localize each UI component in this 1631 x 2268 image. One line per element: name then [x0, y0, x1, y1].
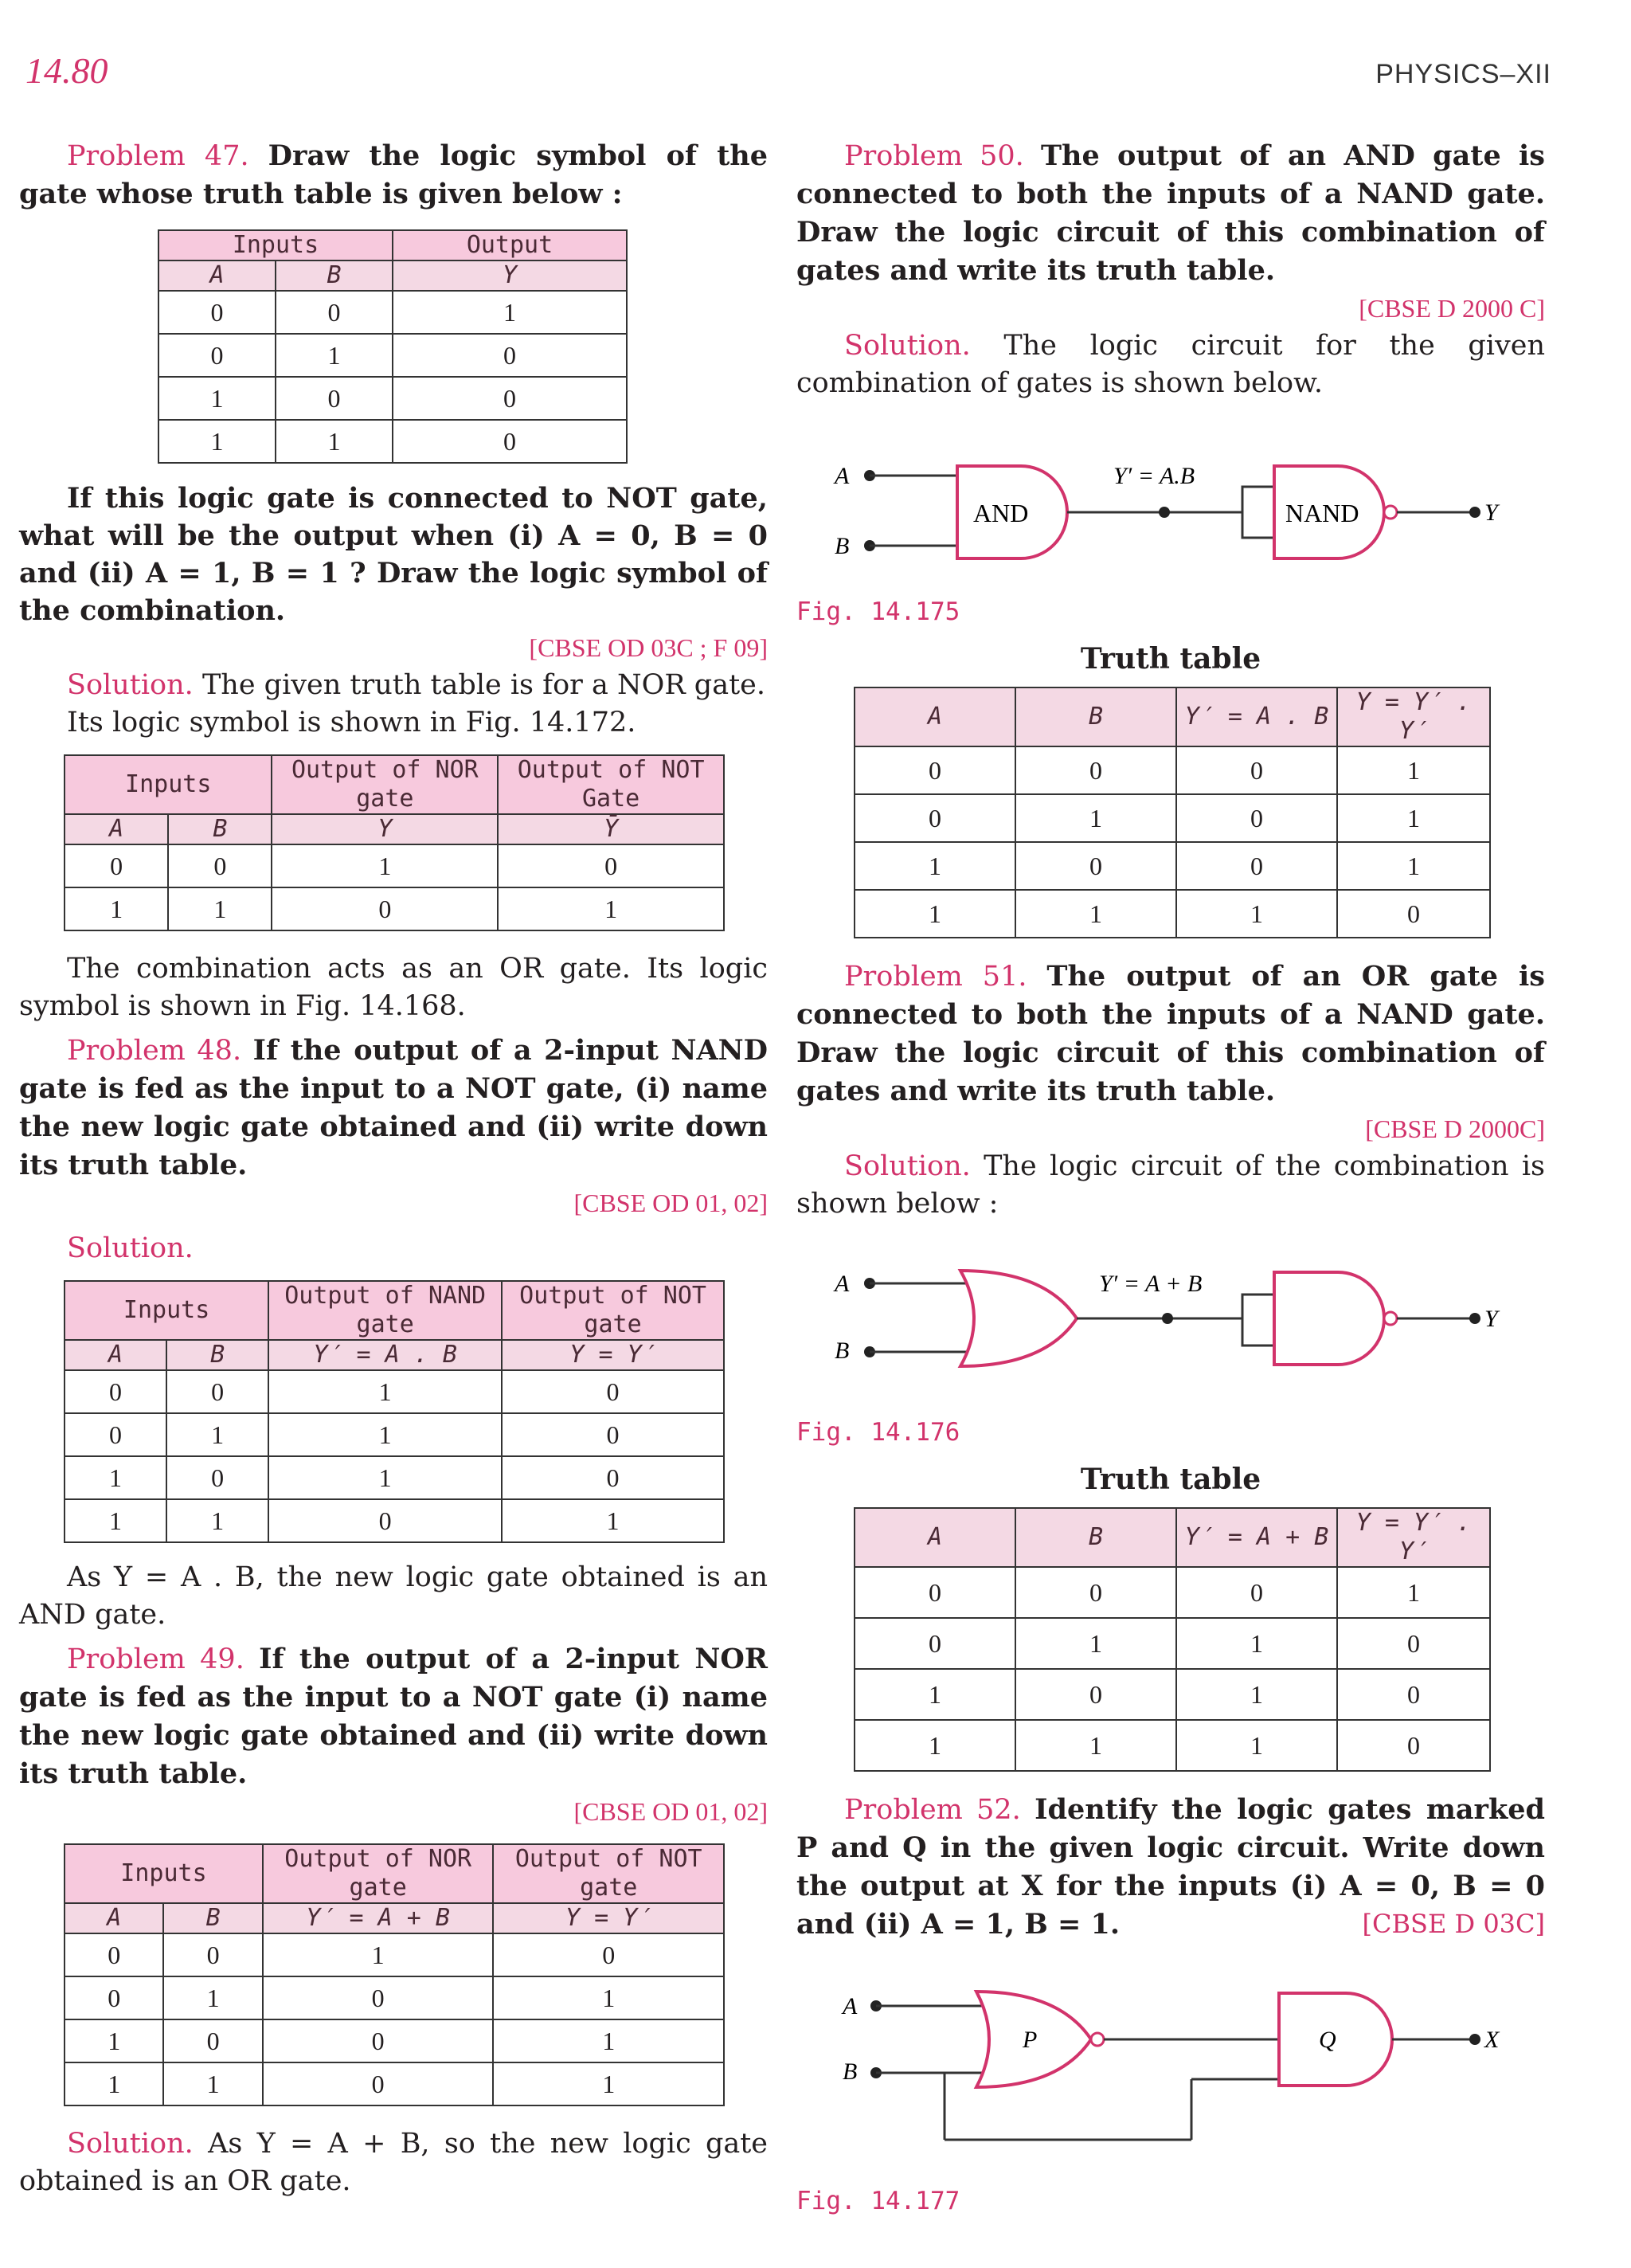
- table-cell: 1: [158, 377, 276, 420]
- table-cell: 1: [855, 1720, 1015, 1771]
- table-cell: 0: [65, 1413, 166, 1456]
- table-cell: 0: [393, 334, 627, 377]
- truth-table-p51: A B Y′ = A + B Y = Y′ . Y′ 0 0 0 1 0 1 1 0 1 0 1 0 1 1 1 0: [854, 1507, 1491, 1772]
- table-cell: 0: [166, 1456, 268, 1499]
- table-cell: 1: [498, 887, 724, 930]
- table-cell: 0: [1337, 1618, 1490, 1669]
- problem-48-conclusion: As Y = A . B, the new logic gate obtained is an AND gate.: [19, 1561, 768, 1631]
- table-cell: 1: [65, 887, 168, 930]
- circuit-p-q: [796, 1968, 1545, 2151]
- nand-gate-shape: [1274, 1272, 1384, 1365]
- circuit-or-nand: [796, 1247, 1545, 1390]
- table-row: [855, 1567, 1490, 1618]
- table-row: [855, 890, 1490, 938]
- table-cell: 0: [276, 377, 393, 420]
- table-cell: 1: [1015, 1618, 1176, 1669]
- problem-47-solution-2: Its logic symbol is shown in Fig. 14.172.: [67, 707, 636, 738]
- table-cell: 1: [502, 1499, 724, 1542]
- table-row: [65, 2019, 724, 2062]
- table-row: [158, 334, 627, 377]
- svg-text:Y′ = A + B: Y′ = A + B: [1099, 1271, 1203, 1297]
- table-cell: 0: [272, 887, 498, 930]
- table-cell: 0: [65, 844, 168, 887]
- problem-47-statement: Problem 47. Draw the logic symbol of the gate whose truth table is given below :: [19, 139, 768, 210]
- table-cell: 1: [1176, 890, 1337, 938]
- table-cell: 1: [65, 2019, 163, 2062]
- table-cell: 0: [263, 1976, 494, 2019]
- table-cell: 1: [163, 1976, 262, 2019]
- svg-text:B: B: [835, 1338, 850, 1364]
- table-cell: 0: [1015, 746, 1176, 794]
- svg-text:A: A: [835, 1271, 850, 1297]
- table-cell: 1: [168, 887, 272, 930]
- problem-47-solution: Solution. The given truth table is for a NOR gate.: [67, 669, 765, 701]
- truth-table-p47: Inputs Output A B Y 0 0 1 0 1 0 1 0 0 1 1 0: [158, 229, 628, 464]
- truth-table-p50: A B Y′ = A . B Y = Y′ . Y′ 0 0 0 1 0 1 0 1 1 0 0 1 1 1 1 0: [854, 687, 1491, 938]
- table-row: [65, 844, 724, 887]
- figure-caption-14-176: Fig. 14.176: [796, 1418, 960, 1447]
- table-cell: 1: [65, 2062, 163, 2105]
- table-row: [65, 1976, 724, 2019]
- problem-label: Problem 47.: [67, 140, 249, 172]
- table-cell: 0: [502, 1413, 724, 1456]
- svg-text:Y: Y: [1484, 1306, 1498, 1332]
- problem-48-statement: Problem 48. If the output of a 2-input NAND gate is fed as the input to a NOT gate, (i) name the new logic gate obtained and (ii) write down its truth table.: [19, 1034, 768, 1181]
- table-row: [65, 1499, 724, 1542]
- table-cell: 1: [1337, 794, 1490, 842]
- table-row: [855, 1618, 1490, 1669]
- table-row: [158, 377, 627, 420]
- problem-50-reference: [CBSE D 2000 C]: [1359, 294, 1545, 323]
- table-cell: 0: [1176, 1567, 1337, 1618]
- table-cell: 1: [1337, 1567, 1490, 1618]
- table-cell: 1: [268, 1413, 502, 1456]
- table-cell: 1: [272, 844, 498, 887]
- table-cell: 0: [158, 291, 276, 334]
- svg-text:B: B: [843, 2058, 858, 2085]
- problem-47-reference: [CBSE OD 03C ; F 09]: [529, 633, 768, 662]
- table-cell: 1: [276, 334, 393, 377]
- figure-caption-14-177: Fig. 14.177: [796, 2187, 960, 2215]
- table-cell: 0: [276, 291, 393, 334]
- table-cell: 0: [1015, 1567, 1176, 1618]
- table-cell: 0: [393, 377, 627, 420]
- svg-text:A: A: [835, 463, 850, 489]
- table-cell: 0: [855, 746, 1015, 794]
- table-cell: 0: [393, 420, 627, 463]
- table-row: [855, 1720, 1490, 1771]
- problem-49-statement: Problem 49. If the output of a 2-input NOR gate is fed as the input to a NOT gate (i) name the new logic gate obtained and (ii) write down its truth table.: [19, 1643, 769, 1790]
- table-cell: 0: [65, 1933, 163, 1976]
- problem-49-conclusion: Solution. As Y = A + B, so the new logic gate obtained is an OR gate.: [19, 2128, 768, 2197]
- svg-text:AND: AND: [973, 499, 1029, 527]
- table-cell: 1: [1015, 1720, 1176, 1771]
- table-row: [65, 2062, 724, 2105]
- table-cell: 1: [166, 1413, 268, 1456]
- table-cell: 0: [1337, 890, 1490, 938]
- table-cell: 1: [276, 420, 393, 463]
- page-number: 14.80: [25, 50, 108, 91]
- table-row: [855, 746, 1490, 794]
- table-row: [65, 1933, 724, 1976]
- or-gate-shape: [960, 1271, 1077, 1366]
- table-cell: 1: [1015, 794, 1176, 842]
- table-cell: 1: [1176, 1618, 1337, 1669]
- table-cell: 0: [502, 1456, 724, 1499]
- table-row: [65, 1370, 724, 1413]
- table-cell: 1: [493, 2062, 724, 2105]
- table-cell: 1: [855, 842, 1015, 890]
- table-cell: 0: [263, 2019, 494, 2062]
- table-cell: 1: [1337, 746, 1490, 794]
- table-cell: 0: [855, 1618, 1015, 1669]
- svg-text:Y′ = A.B: Y′ = A.B: [1113, 463, 1195, 489]
- table-row: [158, 291, 627, 334]
- circuit-and-nand: [796, 434, 1545, 586]
- table-cell: 1: [268, 1456, 502, 1499]
- table-cell: 0: [166, 1370, 268, 1413]
- table-row: [65, 1413, 724, 1456]
- table-cell: 1: [65, 1499, 166, 1542]
- problem-48-reference: [CBSE OD 01, 02]: [573, 1189, 768, 1217]
- truth-table-p47-combination: Inputs Output of NOR gate Output of NOT Gate A B Y Ȳ 0 0 1 0 1 1 0 1: [64, 754, 725, 931]
- table-cell: 0: [855, 1567, 1015, 1618]
- table-cell: 0: [163, 2019, 262, 2062]
- table-cell: 0: [158, 334, 276, 377]
- table-cell: 0: [65, 1370, 166, 1413]
- table-cell: 1: [263, 1933, 494, 1976]
- problem-51-reference: [CBSE D 2000C]: [1365, 1114, 1545, 1143]
- table-cell: 1: [1176, 1720, 1337, 1771]
- table-cell: 1: [1176, 1669, 1337, 1720]
- table-row: [855, 794, 1490, 842]
- table-row: [65, 887, 724, 930]
- figure-caption-14-175: Fig. 14.175: [796, 597, 960, 626]
- svg-text:P: P: [1023, 2027, 1038, 2053]
- svg-text:X: X: [1484, 2027, 1500, 2053]
- problem-50-statement: Problem 50. The output of an AND gate is connected to both the inputs of a NAND gate. Draw the logic circuit of this combination of gates and write its truth table.: [796, 139, 1545, 287]
- table-cell: 0: [855, 794, 1015, 842]
- problem-52-reference: [CBSE D 03C]: [1362, 1909, 1545, 1939]
- running-header: PHYSICS–XII: [1375, 59, 1551, 89]
- problem-52-statement: Problem 52. Identify the logic gates marked P and Q in the given logic circuit. Write down the output at X for the inputs (i) A = 0, B = 0 and (ii) A = 1, B = 1. [CBSE D 03C]: [796, 1791, 1545, 1944]
- table-cell: 0: [493, 1933, 724, 1976]
- table-cell: 1: [1337, 842, 1490, 890]
- table-cell: 1: [158, 420, 276, 463]
- svg-text:NAND: NAND: [1285, 499, 1359, 527]
- left-column: [19, 137, 768, 2200]
- right-column: [796, 137, 1545, 2220]
- problem-47-conclusion: The combination acts as an OR gate. Its logic symbol is shown in Fig. 14.168.: [19, 953, 768, 1022]
- problem-51-statement: Problem 51. The output of an OR gate is connected to both the inputs of a NAND gate. Draw the logic circuit of this combination of gates and write its truth table.: [796, 960, 1545, 1107]
- table-cell: 1: [1015, 890, 1176, 938]
- table-cell: 0: [498, 844, 724, 887]
- table-cell: 0: [1176, 746, 1337, 794]
- table-cell: 0: [1176, 842, 1337, 890]
- svg-text:B: B: [835, 533, 850, 559]
- problem-49-reference: [CBSE OD 01, 02]: [573, 1797, 768, 1826]
- table-cell: 0: [502, 1370, 724, 1413]
- problem-47-question-2: If this logic gate is connected to NOT gate, what will be the output when (i) A = 0, B = 0 and (ii) A = 1, B = 1 ? Draw the logic symbol of the combination.: [19, 482, 768, 627]
- table-cell: 0: [1015, 842, 1176, 890]
- problem-51-solution: Solution. The logic circuit of the combination is shown below :: [796, 1150, 1545, 1220]
- table-cell: 1: [65, 1456, 166, 1499]
- table-row: [855, 842, 1490, 890]
- truth-table-p48: Inputs Output of NAND gate Output of NOT gate A B Y′ = A . B Y = Y′ 0 0 1 0 0 1 1 0 1 0 1 0 1 1 0 1: [64, 1280, 725, 1543]
- table-cell: 0: [1015, 1669, 1176, 1720]
- truth-table-p49: Inputs Output of NOR gate Output of NOT gate A B Y′ = A + B Y = Y′ 0 0 1 0 0 1 0 1 1 0 0 1 1 1 0 1: [64, 1843, 725, 2106]
- table-cell: 0: [168, 844, 272, 887]
- truth-table-title: Truth table: [1080, 642, 1261, 676]
- truth-table-title: Truth table: [1080, 1463, 1261, 1496]
- problem-50-solution: Solution. The logic circuit for the given combination of gates is shown below.: [796, 330, 1545, 399]
- table-cell: 0: [268, 1499, 502, 1542]
- svg-text:Q: Q: [1319, 2027, 1336, 2053]
- table-cell: 0: [163, 1933, 262, 1976]
- table-row: [65, 1456, 724, 1499]
- table-cell: 0: [1176, 794, 1337, 842]
- table-cell: 1: [163, 2062, 262, 2105]
- table-cell: 0: [65, 1976, 163, 2019]
- problem-48-solution-label: Solution.: [67, 1232, 194, 1264]
- table-row: [855, 1669, 1490, 1720]
- table-cell: 0: [263, 2062, 494, 2105]
- table-cell: 1: [855, 890, 1015, 938]
- table-cell: 1: [855, 1669, 1015, 1720]
- svg-text:Y: Y: [1484, 499, 1498, 526]
- table-cell: 1: [493, 1976, 724, 2019]
- svg-text:A: A: [843, 1993, 858, 2019]
- table-cell: 1: [493, 2019, 724, 2062]
- table-cell: 1: [166, 1499, 268, 1542]
- table-cell: 1: [268, 1370, 502, 1413]
- table-cell: 1: [393, 291, 627, 334]
- table-row: [158, 420, 627, 463]
- table-cell: 0: [1337, 1669, 1490, 1720]
- table-cell: 0: [1337, 1720, 1490, 1771]
